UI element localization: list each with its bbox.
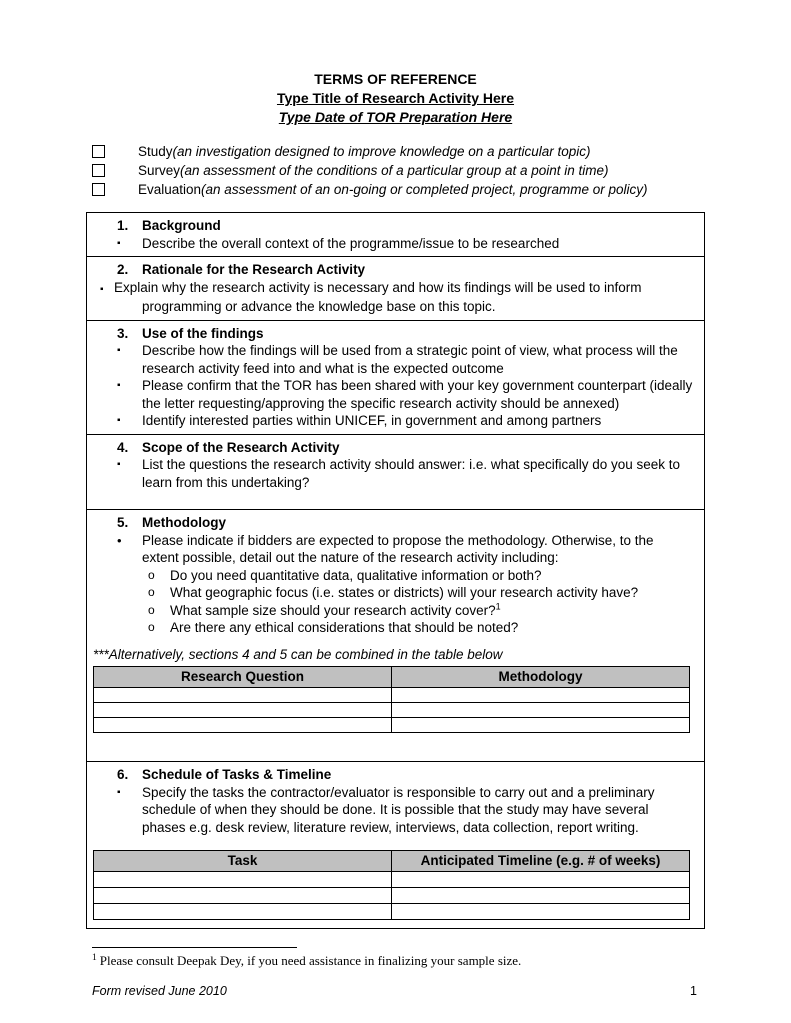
circle-bullet-icon: o — [148, 585, 155, 599]
study-checkbox[interactable] — [92, 145, 105, 158]
section-number: 2. — [117, 262, 129, 277]
type-option-label: Study — [138, 144, 173, 159]
table-header-row — [94, 851, 690, 872]
timeline-cell[interactable] — [392, 904, 690, 920]
bullet-text: Explain why the research activity is necessary and how its findings will be used to inform programming or advance the knowledge base on this topic. — [114, 279, 642, 314]
type-option-survey — [92, 161, 705, 180]
section-title: Schedule of Tasks & Timeline — [142, 767, 332, 782]
bullet-text: Please confirm that the TOR has been shared with your key government counterpart (ideally the letter requesting/approving the specific research activity should be annexed) — [142, 378, 693, 411]
section-title: Background — [142, 218, 221, 233]
task-cell[interactable] — [94, 888, 392, 904]
sub-bullet-item — [87, 619, 694, 637]
research-question-cell[interactable] — [94, 718, 392, 733]
doc-title: TERMS OF REFERENCE — [314, 71, 477, 87]
section-heading — [87, 217, 694, 235]
type-option-label: Evaluation — [138, 182, 202, 197]
type-option-description: (an assessment of the conditions of a particular group at a point in time) — [180, 163, 609, 178]
section-rationale — [87, 257, 704, 321]
section-title: Scope of the Research Activity — [142, 439, 340, 455]
bullet-item — [87, 784, 694, 837]
combine-sections-note: ***Alternatively, sections 4 and 5 can be combined in the table below — [93, 646, 503, 662]
timeline-cell[interactable] — [392, 888, 690, 904]
task-cell[interactable] — [94, 872, 392, 888]
table-row — [94, 688, 690, 703]
section-heading — [87, 766, 694, 784]
bullet-text: Describe the overall context of the programme/issue to be researched — [142, 235, 560, 251]
section-heading — [87, 514, 694, 532]
square-bullet-icon: ▪ — [117, 459, 121, 470]
footnote-area — [86, 947, 705, 969]
circle-bullet-icon: o — [148, 620, 155, 634]
timeline-column-header: Anticipated Timeline (e.g. # of weeks) — [392, 851, 690, 872]
section-number: 3. — [117, 325, 129, 341]
research-question-cell[interactable] — [94, 703, 392, 718]
type-option-text — [138, 180, 648, 199]
section-number: 4. — [117, 439, 129, 455]
section-number: 5. — [117, 515, 129, 530]
circle-bullet-icon: o — [148, 567, 155, 582]
sub-bullet-text: What sample size should your research activity cover? — [170, 602, 496, 618]
table-row — [94, 718, 690, 733]
bullet-text: Identify interested parties within UNICEF, in government and among partners — [142, 413, 602, 428]
section-heading — [87, 439, 694, 457]
bullet-item — [87, 412, 694, 430]
square-bullet-icon: ▪ — [117, 237, 121, 249]
table-row — [94, 703, 690, 718]
section-title: Rationale for the Research Activity — [142, 262, 366, 277]
section-heading — [87, 261, 694, 279]
section-heading — [87, 325, 694, 343]
square-bullet-icon: ▪ — [117, 345, 121, 356]
section-title: Methodology — [142, 515, 226, 530]
research-title-placeholder[interactable]: Type Title of Research Activity Here — [276, 90, 515, 106]
tor-sections-table — [86, 212, 705, 929]
sub-bullet-item — [87, 567, 694, 585]
type-option-study — [92, 142, 705, 161]
bullet-text: Describe how the findings will be used from a strategic point of view, what process will the research activity feed into and what is the expected outcome — [142, 343, 678, 376]
footnote — [92, 953, 705, 969]
square-bullet-icon: ▪ — [117, 786, 121, 798]
task-timeline-table — [93, 850, 690, 920]
circle-bullet-icon: o — [148, 602, 155, 617]
research-question-column-header: Research Question — [94, 667, 392, 688]
section-scope — [87, 435, 704, 511]
type-option-text — [138, 142, 591, 161]
table-row — [94, 872, 690, 888]
evaluation-checkbox[interactable] — [92, 183, 105, 196]
sub-bullet-text: Are there any ethical considerations that should be noted? — [170, 620, 519, 635]
methodology-cell[interactable] — [392, 718, 690, 733]
footnote-divider — [92, 947, 297, 948]
sub-bullet-item — [87, 584, 694, 602]
bullet-item — [87, 342, 694, 377]
page-number: 1 — [690, 984, 697, 998]
page-footer — [86, 983, 705, 1001]
tor-date-placeholder[interactable]: Type Date of TOR Preparation Here — [278, 109, 513, 125]
form-revision-note: Form revised June 2010 — [92, 984, 227, 998]
bullet-item — [87, 377, 694, 412]
sub-bullet-text: Do you need quantitative data, qualitative information or both? — [170, 567, 542, 583]
round-bullet-icon: • — [117, 532, 122, 548]
sub-bullet-text: What geographic focus (i.e. states or districts) will your research activity have? — [170, 585, 639, 600]
bullet-text: Specify the tasks the contractor/evaluator is responsible to carry out and a preliminary schedule of when they should be done. It is possible that the study may have several phases e.g. desk review, literature review, interviews, data collection, report writing. — [142, 784, 655, 835]
footnote-marker: 1 — [92, 952, 97, 963]
square-bullet-icon: ▪ — [117, 415, 121, 426]
methodology-cell[interactable] — [392, 688, 690, 703]
sub-bullet-item — [87, 602, 694, 620]
methodology-cell[interactable] — [392, 703, 690, 718]
table-row — [94, 904, 690, 920]
type-option-description: (an investigation designed to improve knowledge on a particular topic) — [172, 144, 591, 159]
section-title: Use of the findings — [142, 325, 264, 341]
research-question-table — [93, 666, 690, 733]
bullet-item — [87, 456, 694, 491]
square-bullet-icon: ▪ — [100, 283, 104, 295]
section-number: 6. — [117, 767, 129, 782]
section-methodology — [87, 510, 704, 762]
task-column-header: Task — [94, 851, 392, 872]
square-bullet-icon: ▪ — [117, 380, 121, 391]
methodology-column-header: Methodology — [392, 667, 690, 688]
document-header — [86, 70, 705, 127]
section-background — [87, 213, 704, 257]
task-cell[interactable] — [94, 904, 392, 920]
bullet-text: List the questions the research activity should answer: i.e. what specifically do you seek to learn from this undertaking? — [142, 457, 681, 490]
table-header-row — [94, 667, 690, 688]
type-option-text — [138, 161, 609, 180]
section-number: 1. — [117, 218, 129, 233]
research-type-options — [92, 142, 705, 199]
type-option-evaluation — [92, 180, 705, 199]
timeline-cell[interactable] — [392, 872, 690, 888]
survey-checkbox[interactable] — [92, 164, 105, 177]
bullet-item — [87, 235, 694, 253]
research-question-cell[interactable] — [94, 688, 392, 703]
table-row — [94, 888, 690, 904]
footnote-text: Please consult Deepak Dey, if you need assistance in finalizing your sample size. — [99, 953, 522, 968]
section-schedule — [87, 762, 704, 928]
bullet-item — [87, 532, 694, 567]
footnote-ref: 1 — [495, 601, 501, 611]
bullet-text: Please indicate if bidders are expected to propose the methodology. Otherwise, to the extent possible, detail out the nature of the research activity including: — [142, 532, 654, 565]
bullet-item — [87, 279, 694, 316]
type-option-description: (an assessment of an on-going or completed project, programme or policy) — [201, 182, 648, 197]
type-option-label: Survey — [138, 163, 181, 178]
section-use-of-findings — [87, 321, 704, 435]
